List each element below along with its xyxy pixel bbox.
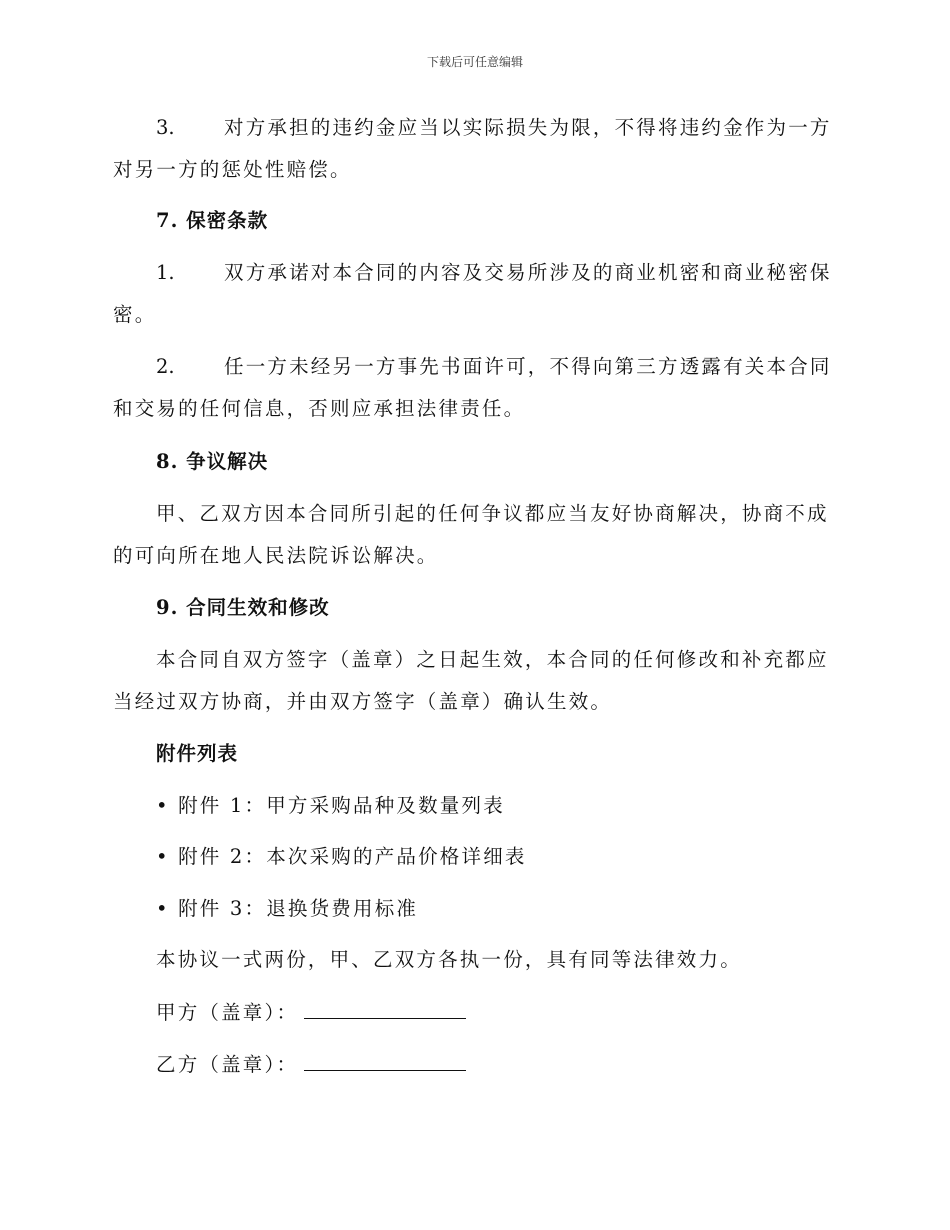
attachments-title: 附件列表 <box>156 742 239 765</box>
item-number: 3. <box>156 116 175 139</box>
item-number: 2. <box>156 355 175 378</box>
penalty-item-3-line2: 对另一方的惩处性赔偿。 <box>113 158 352 181</box>
section-9-line2: 当经过双方协商，并由双方签字（盖章）确认生效。 <box>113 690 613 713</box>
section-8-line2: 的可向所在地人民法院诉讼解决。 <box>113 544 439 567</box>
penalty-item-3-line1: 3. 对方承担的违约金应当以实际损失为限，不得将违约金作为一方 <box>156 114 876 142</box>
item-number: 1. <box>156 261 175 284</box>
party-b-label: 乙方（盖章）： <box>156 1053 299 1076</box>
section-7-item-1-line1: 1. 双方承诺对本合同的内容及交易所涉及的商业机密和商业秘密保 <box>156 259 876 287</box>
section-8-title: 8. 争议解决 <box>156 450 269 473</box>
section-8-line1: 甲、乙双方因本合同所引起的任何争议都应当友好协商解决，协商不成 <box>156 502 829 525</box>
party-a-signature <box>156 998 876 1027</box>
party-a-signature-line <box>304 998 466 1019</box>
attachment-item-2: • 附件 2：本次采购的产品价格详细表 <box>156 845 527 868</box>
section-7-item-2-line2: 和交易的任何信息，否则应承担法律责任。 <box>113 397 526 420</box>
section-9-line1: 本合同自双方签字（盖章）之日起生效，本合同的任何修改和补充都应 <box>156 648 829 671</box>
party-b-signature <box>156 1050 876 1079</box>
party-a-label: 甲方（盖章）： <box>156 1001 299 1024</box>
party-b-signature-line <box>304 1050 466 1071</box>
section-7-item-2-line1: 2. 任一方未经另一方事先书面许可，不得向第三方透露有关本合同 <box>156 353 876 381</box>
closing-statement: 本协议一式两份，甲、乙双方各执一份，具有同等法律效力。 <box>156 948 742 971</box>
attachment-item-3: • 附件 3：退换货费用标准 <box>156 897 419 920</box>
section-9-title: 9. 合同生效和修改 <box>156 596 330 619</box>
attachment-item-1: • 附件 1：甲方采购品种及数量列表 <box>156 794 505 817</box>
page-header: 下载后可任意编辑 <box>426 55 523 69</box>
section-7-item-1-line2: 密。 <box>113 303 157 326</box>
section-7-title: 7. 保密条款 <box>156 209 269 232</box>
